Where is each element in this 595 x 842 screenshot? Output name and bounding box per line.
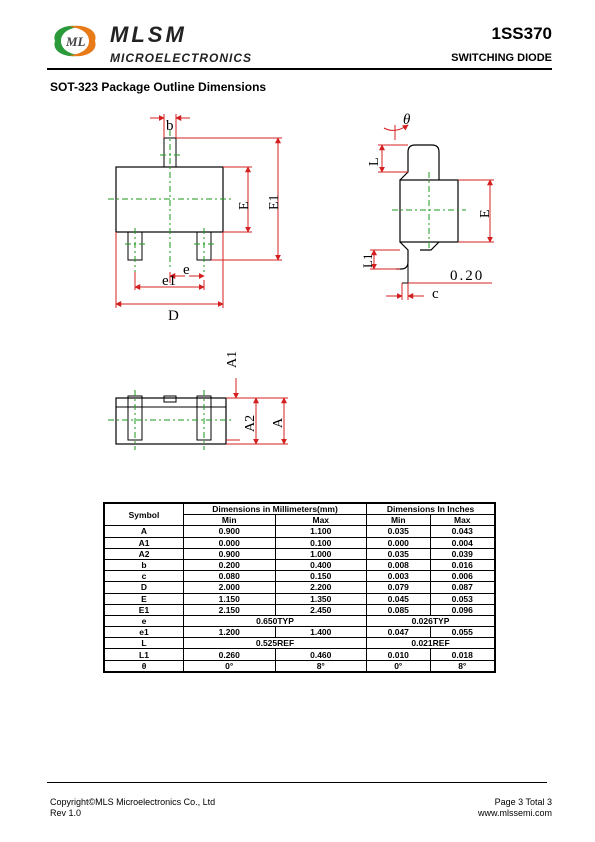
table-cell-symbol: A1 bbox=[104, 537, 184, 548]
page-number: Page 3 Total 3 bbox=[494, 797, 552, 807]
side-view bbox=[360, 112, 494, 302]
table-cell-in-max: 0.016 bbox=[430, 559, 495, 570]
table-cell-symbol: A bbox=[104, 526, 184, 537]
table-cell-symbol: c bbox=[104, 571, 184, 582]
table-cell-mm-span: 0.650TYP bbox=[184, 615, 367, 626]
table-row bbox=[104, 604, 495, 615]
table-cell-mm-min: 0.200 bbox=[184, 559, 276, 570]
table-cell-in-min: 0.045 bbox=[367, 593, 431, 604]
company-logo bbox=[47, 21, 103, 61]
table-cell-in-max: 0.043 bbox=[430, 526, 495, 537]
table-cell-in-min: 0.008 bbox=[367, 559, 431, 570]
table-cell-symbol: D bbox=[104, 582, 184, 593]
revision-text: Rev 1.0 bbox=[50, 808, 82, 818]
table-cell-symbol: b bbox=[104, 559, 184, 570]
table-cell-mm-min: 0° bbox=[184, 660, 276, 672]
table-cell-in-max: 0.039 bbox=[430, 548, 495, 559]
dim-label-A1: A1 bbox=[225, 350, 240, 368]
dim-label-theta: θ bbox=[403, 112, 411, 128]
brand-subtitle: MICROELECTRONICS bbox=[110, 51, 252, 65]
table-cell-mm-max: 0.400 bbox=[275, 559, 367, 570]
dim-label-tolerance: 0.20 bbox=[450, 268, 485, 284]
in-min-header: Min bbox=[367, 515, 431, 526]
symbol-header: Symbol bbox=[104, 503, 184, 526]
package-outline-drawing bbox=[0, 95, 595, 485]
in-max-header: Max bbox=[430, 515, 495, 526]
table-cell-in-max: 0.087 bbox=[430, 582, 495, 593]
table-cell-symbol: L1 bbox=[104, 649, 184, 660]
website-url: www.mlssemi.com bbox=[477, 808, 552, 818]
table-row bbox=[104, 559, 495, 570]
table-cell-in-min: 0.003 bbox=[367, 571, 431, 582]
section-title: SOT-323 Package Outline Dimensions bbox=[50, 80, 267, 94]
header-divider bbox=[47, 68, 552, 70]
table-cell-mm-min: 0.080 bbox=[184, 571, 276, 582]
table-row bbox=[104, 593, 495, 604]
table-cell-mm-max: 1.350 bbox=[275, 593, 367, 604]
dim-label-b: b bbox=[166, 118, 174, 134]
footer-right bbox=[478, 797, 552, 819]
table-cell-symbol: e bbox=[104, 615, 184, 626]
table-cell-in-min: 0.000 bbox=[367, 537, 431, 548]
logo-letters: ML bbox=[66, 34, 86, 49]
table-row bbox=[104, 571, 495, 582]
table-cell-in-min: 0.035 bbox=[367, 548, 431, 559]
footer-left bbox=[50, 797, 215, 819]
dimensions-table-body bbox=[104, 526, 495, 672]
table-cell-symbol: e1 bbox=[104, 627, 184, 638]
table-cell-mm-min: 2.150 bbox=[184, 604, 276, 615]
table-cell-mm-max: 1.100 bbox=[275, 526, 367, 537]
dim-label-E1: E1 bbox=[267, 194, 282, 210]
dim-label-c: c bbox=[432, 286, 439, 302]
table-cell-mm-max: 2.450 bbox=[275, 604, 367, 615]
table-row bbox=[104, 660, 495, 672]
front-view-body bbox=[116, 398, 226, 444]
footer-divider bbox=[47, 782, 547, 783]
table-cell-in-max: 0.004 bbox=[430, 537, 495, 548]
table-cell-in-min: 0° bbox=[367, 660, 431, 672]
table-cell-in-max: 0.018 bbox=[430, 649, 495, 660]
dim-label-e1: e1 bbox=[162, 273, 177, 289]
table-row bbox=[104, 537, 495, 548]
table-cell-in-max: 8° bbox=[430, 660, 495, 672]
table-cell-in-min: 0.047 bbox=[367, 627, 431, 638]
table-cell-in-min: 0.010 bbox=[367, 649, 431, 660]
mm-min-header: Min bbox=[184, 515, 276, 526]
table-cell-symbol: θ bbox=[104, 660, 184, 672]
table-cell-mm-max: 1.400 bbox=[275, 627, 367, 638]
dim-label-L1: L1 bbox=[360, 253, 375, 268]
table-cell-mm-max: 0.100 bbox=[275, 537, 367, 548]
dim-label-E: E bbox=[237, 201, 252, 210]
table-row bbox=[104, 638, 495, 649]
table-cell-mm-max: 1.000 bbox=[275, 548, 367, 559]
table-cell-in-span: 0.026TYP bbox=[367, 615, 495, 626]
table-cell-mm-min: 2.000 bbox=[184, 582, 276, 593]
inch-header: Dimensions In Inches bbox=[367, 503, 495, 515]
table-cell-in-span: 0.021REF bbox=[367, 638, 495, 649]
table-row bbox=[104, 582, 495, 593]
dim-label-e: e bbox=[183, 262, 190, 278]
brand-name: MLSM bbox=[110, 22, 187, 47]
table-cell-in-max: 0.096 bbox=[430, 604, 495, 615]
table-cell-mm-span: 0.525REF bbox=[184, 638, 367, 649]
dim-label-L: L bbox=[367, 157, 382, 166]
table-cell-in-max: 0.053 bbox=[430, 593, 495, 604]
copyright-text: Copyright©MLS Microelectronics Co., Ltd bbox=[50, 797, 216, 807]
dim-label-D: D bbox=[168, 308, 179, 324]
table-cell-in-min: 0.085 bbox=[367, 604, 431, 615]
table-row bbox=[104, 615, 495, 626]
dim-label-E-side: E bbox=[478, 209, 493, 218]
table-cell-mm-min: 0.900 bbox=[184, 526, 276, 537]
table-cell-in-min: 0.079 bbox=[367, 582, 431, 593]
table-cell-mm-min: 0.000 bbox=[184, 537, 276, 548]
table-cell-in-max: 0.006 bbox=[430, 571, 495, 582]
table-cell-symbol: L bbox=[104, 638, 184, 649]
table-cell-mm-min: 0.900 bbox=[184, 548, 276, 559]
top-view bbox=[108, 114, 282, 324]
table-cell-mm-min: 1.150 bbox=[184, 593, 276, 604]
table-header-row bbox=[104, 503, 495, 515]
mm-max-header: Max bbox=[275, 515, 367, 526]
table-cell-mm-max: 0.150 bbox=[275, 571, 367, 582]
front-view bbox=[108, 351, 288, 450]
table-cell-in-max: 0.055 bbox=[430, 627, 495, 638]
table-cell-symbol: E1 bbox=[104, 604, 184, 615]
dimensions-table bbox=[103, 502, 496, 673]
dim-label-A: A bbox=[271, 417, 286, 428]
table-row bbox=[104, 526, 495, 537]
product-type: SWITCHING DIODE bbox=[451, 52, 552, 64]
table-cell-symbol: A2 bbox=[104, 548, 184, 559]
table-cell-mm-min: 0.260 bbox=[184, 649, 276, 660]
table-row bbox=[104, 627, 495, 638]
dim-label-A2: A2 bbox=[243, 414, 258, 432]
part-number: 1SS370 bbox=[491, 24, 552, 43]
table-cell-symbol: E bbox=[104, 593, 184, 604]
table-cell-mm-max: 2.200 bbox=[275, 582, 367, 593]
table-cell-mm-max: 0.460 bbox=[275, 649, 367, 660]
table-row bbox=[104, 548, 495, 559]
table-row bbox=[104, 649, 495, 660]
table-cell-mm-max: 8° bbox=[275, 660, 367, 672]
table-cell-mm-min: 1.200 bbox=[184, 627, 276, 638]
mm-header: Dimensions in Millimeters(mm) bbox=[184, 503, 367, 515]
table-cell-in-min: 0.035 bbox=[367, 526, 431, 537]
